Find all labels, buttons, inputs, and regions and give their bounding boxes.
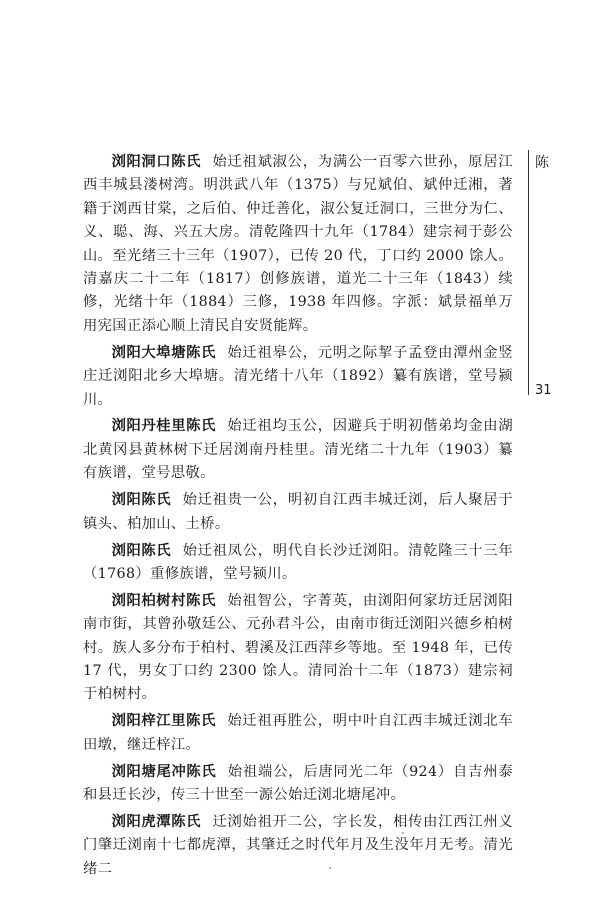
entry-tangweichong <box>83 761 513 808</box>
entry-heading: 浏阳虎潭陈氏 <box>111 813 201 830</box>
entry-text: 始迁祖皋公，元明之际挈子孟登由潭州金竖庄迁浏阳北乡大埠塘。清光绪十八年（1892）纂有族谱，堂号颍川。 <box>83 344 513 408</box>
section-label: 陈 <box>535 155 549 171</box>
entry-hutan <box>83 811 513 881</box>
entry-heading: 浏阳柏树村陈氏 <box>111 592 216 609</box>
entry-heading: 浏阳丹桂里陈氏 <box>111 418 216 435</box>
entry-text: 始迁祖贵一公，明初自江西丰城迁浏，后人聚居于镇头、柏加山、土桥。 <box>83 492 513 532</box>
entry-text: 始祖端公，后唐同光二年（924）自吉州泰和县迁长沙，传三十世至一源公始迁浏北塘尾冲。 <box>83 763 513 804</box>
page-body <box>83 151 513 885</box>
entry-danguili <box>83 415 513 485</box>
entry-text: 始迁祖再胜公，明中叶自江西丰城迁浏北车田墩，继迁梓江。 <box>83 713 513 753</box>
entry-zijiangli <box>83 710 513 757</box>
entry-heading: 浏阳大埠塘陈氏 <box>111 344 216 361</box>
entry-text: 始迁祖斌淑公，为满公一百零六世孙，原居江西丰城县溇树湾。明洪武八年（1375）与兄斌伯、斌仲迁湘，著籍于浏西甘棠，之后伯、仲迁善化，淑公复迁洞口，三世分为仁、义、聪、海、兴五大房。清乾隆四十九年（1784）建宗祠于彭公山。至光绪三十三年（1907），已传 20 代，丁口约 2000 馀人。清嘉庆二十二年（1817）创修族谱，道光二十三年（1843）续修，光绪十年（1884）三修，1938 年四修。字派：斌景福单万用宪国正添心顺上清民自安贤能辉。 <box>83 154 514 334</box>
entry-heading: 浏阳梓江里陈氏 <box>111 713 216 730</box>
entry-dongkou <box>83 151 513 338</box>
entry-dabutang <box>83 342 513 412</box>
entry-text: 迁浏始祖开二公，字长发，相传由江西江州义门肇迁浏南十七都虎潭，其肇迁之时代年月及生没年月无考。清光绪二 <box>83 813 514 877</box>
margin-rule <box>528 150 529 395</box>
entry-text: 始祖智公，字菁英，由浏阳何家坊迁居浏阳南市街，其曾孙敬廷公、元孙君斗公，由南市街迁浏阳兴德乡柏树村。族人多分布于柏村、碧溪及江西萍乡等地。至 1948 年，已传 17 代，男女丁口约 2300 馀人。清同治十二年（1873）建宗祠于柏树村。 <box>83 592 513 703</box>
entry-text: 始迁祖凤公，明代自长沙迁浏阳。清乾隆三十三年（1768）重修族谱，堂号颍川。 <box>83 542 513 582</box>
entry-heading: 浏阳洞口陈氏 <box>111 154 201 170</box>
page-number: 31 <box>535 383 552 398</box>
entry-baishucun <box>83 590 513 707</box>
entry-heading: 浏阳塘尾冲陈氏 <box>111 763 217 780</box>
entry-heading: 浏阳陈氏 <box>111 492 172 509</box>
entry-text: 始迁祖均玉公，因避兵于明初偕弟均金由湖北黄冈县黄林树下迁居浏南丹桂里。清光绪二十九年（1903）纂有族谱，堂号思敬。 <box>83 418 513 482</box>
entry-liuyang-1 <box>83 489 513 536</box>
scan-speck <box>329 867 331 869</box>
scan-speck <box>402 832 404 834</box>
entry-liuyang-2 <box>83 540 513 587</box>
entry-heading: 浏阳陈氏 <box>111 542 172 559</box>
